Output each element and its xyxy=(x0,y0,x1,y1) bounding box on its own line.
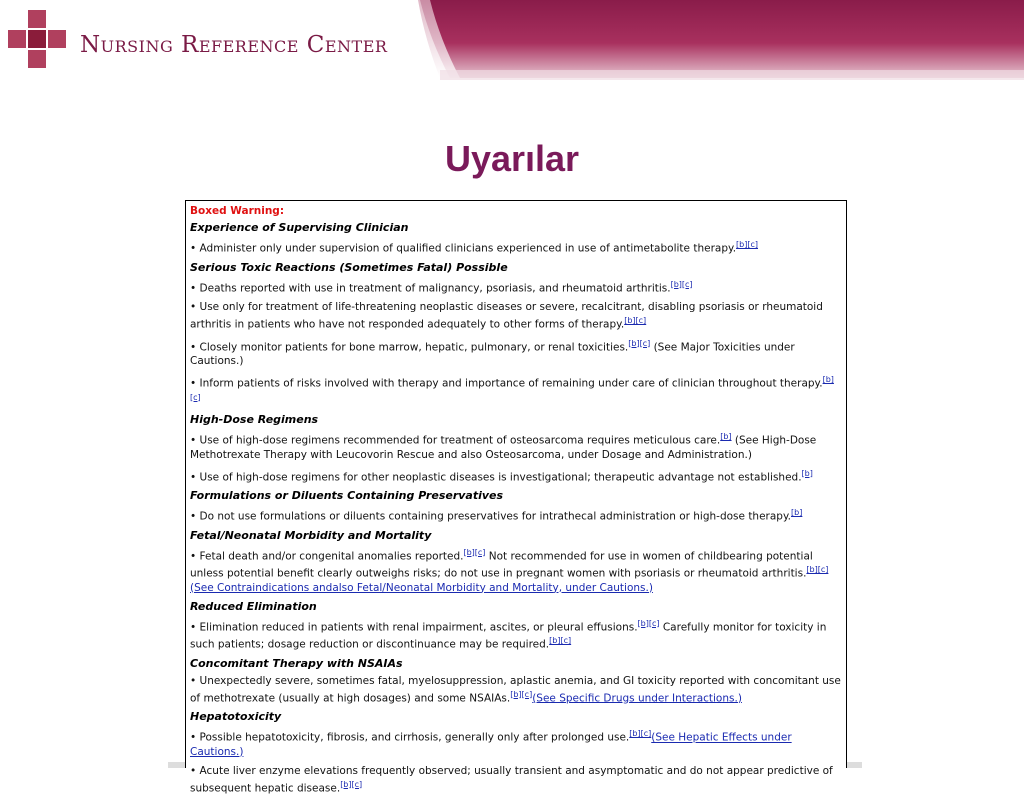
reference-link[interactable]: [b][c] xyxy=(806,565,828,574)
cross-reference-link[interactable]: (See Specific Drugs under Interactions.) xyxy=(532,692,742,704)
warning-text: • Fetal death and/or congenital anomalies reported. xyxy=(190,550,463,562)
reference-link[interactable]: [b][c] xyxy=(190,375,834,402)
warning-text-continued: (See Major Toxicities under Cautions.) xyxy=(190,341,795,367)
section-heading: Experience of Supervising Clinician xyxy=(190,221,842,234)
reference-link[interactable]: [b] xyxy=(720,432,731,441)
section-heading: Hepatotoxicity xyxy=(190,710,842,723)
section-heading: Fetal/Neonatal Morbidity and Mortality xyxy=(190,529,842,542)
warning-text: • Use only for treatment of life-threatening neoplastic diseases or severe, recalcitrant, disabling psoriasis or rheumatoid arthritis in patients who have not responded adequately to other forms of therapy. xyxy=(190,301,823,331)
warning-item xyxy=(190,430,842,462)
warning-text: • Use of high-dose regimens for other neoplastic diseases is investigational; therapeutic advantage not established. xyxy=(190,471,802,483)
reference-link[interactable]: [b][c] xyxy=(736,240,758,249)
boxed-warning-label: Boxed Warning: xyxy=(190,205,842,217)
reference-link[interactable]: [b] xyxy=(791,508,802,517)
reference-link[interactable]: [b][c] xyxy=(549,636,571,645)
warning-text: • Unexpectedly severe, sometimes fatal, myelosuppression, aplastic anemia, and GI toxicity reported with concomitant use of methotrexate (usually at high dosages) and some NSAIAs. xyxy=(190,675,841,705)
warning-text: • Elimination reduced in patients with renal impairment, ascites, or pleural effusions. xyxy=(190,621,638,633)
header-band xyxy=(0,0,1024,80)
warning-text: • Closely monitor patients for bone marrow, hepatic, pulmonary, or renal toxicities. xyxy=(190,341,628,353)
section-heading: Formulations or Diluents Containing Preservatives xyxy=(190,489,842,502)
reference-link[interactable]: [b][c] xyxy=(510,690,532,699)
warning-text-continued: Not recommended for use in women of childbearing potential unless potential benefit clearly outweighs risks; do not use in pregnant women with psoriasis or rheumatoid arthritis. xyxy=(190,550,813,580)
cross-reference-link[interactable]: (See Contraindications andalso Fetal/Neonatal Morbidity and Mortality, under Cautions.) xyxy=(190,582,653,594)
warning-text-continued: Carefully monitor for toxicity in such patients; dosage reduction or discontinuance may be required. xyxy=(190,621,826,651)
logo-text: Nursing Reference Center xyxy=(80,32,387,58)
warning-item xyxy=(190,546,842,595)
reference-link[interactable]: [b][c] xyxy=(638,619,660,628)
warning-text: • Use of high-dose regimens recommended for treatment of osteosarcoma requires meticulous care. xyxy=(190,435,720,447)
warning-text: • Administer only under supervision of qualified clinicians experienced in use of antimetabolite therapy. xyxy=(190,243,736,255)
warning-item xyxy=(190,373,842,408)
warning-text: • Acute liver enzyme elevations frequently observed; usually transient and asymptomatic and do not appear predictive of subsequent hepatic disease. xyxy=(190,765,833,795)
section-heading: Serious Toxic Reactions (Sometimes Fatal) Possible xyxy=(190,261,842,274)
section-heading: High-Dose Regimens xyxy=(190,413,842,426)
warning-text: • Inform patients of risks involved with therapy and importance of remaining under care of clinician throughout therapy. xyxy=(190,378,823,390)
reference-link[interactable]: [b][c] xyxy=(463,548,485,557)
reference-link[interactable]: [b] xyxy=(802,469,813,478)
warning-item xyxy=(190,764,842,795)
warning-item xyxy=(190,337,842,369)
logo xyxy=(8,8,428,72)
cross-logo-icon xyxy=(8,8,78,72)
warning-text: • Possible hepatotoxicity, fibrosis, and cirrhosis, generally only after prolonged use. xyxy=(190,732,629,744)
document-panel xyxy=(185,200,847,768)
cross-reference-link[interactable]: (See Hepatic Effects under Cautions.) xyxy=(190,732,792,758)
warning-item xyxy=(190,238,842,256)
warning-text-continued: (See High-Dose Methotrexate Therapy with Leucovorin Rescue and also Osteosarcoma, under Dosage and Administration.) xyxy=(190,435,816,461)
slide-title: Uyarılar xyxy=(0,138,1024,180)
warning-text: • Do not use formulations or diluents containing preservatives for intrathecal administration or high-dose therapy. xyxy=(190,511,791,523)
reference-link[interactable]: [b][c] xyxy=(624,316,646,325)
warning-text: • Deaths reported with use in treatment of malignancy, psoriasis, and rheumatoid arthritis. xyxy=(190,282,671,294)
warning-sections xyxy=(190,221,842,795)
warning-item xyxy=(190,506,842,524)
warning-item xyxy=(190,300,842,332)
warning-item xyxy=(190,278,842,296)
reference-link[interactable]: [b][c] xyxy=(628,339,650,348)
section-heading: Concomitant Therapy with NSAIAs xyxy=(190,657,842,670)
reference-link[interactable]: [b][c] xyxy=(340,780,362,789)
warning-item xyxy=(190,674,842,706)
reference-link[interactable]: [b][c] xyxy=(671,280,693,289)
warning-item xyxy=(190,727,842,759)
warning-item xyxy=(190,617,842,652)
warning-item xyxy=(190,467,842,485)
section-heading: Reduced Elimination xyxy=(190,600,842,613)
reference-link[interactable]: [b][c] xyxy=(629,729,651,738)
